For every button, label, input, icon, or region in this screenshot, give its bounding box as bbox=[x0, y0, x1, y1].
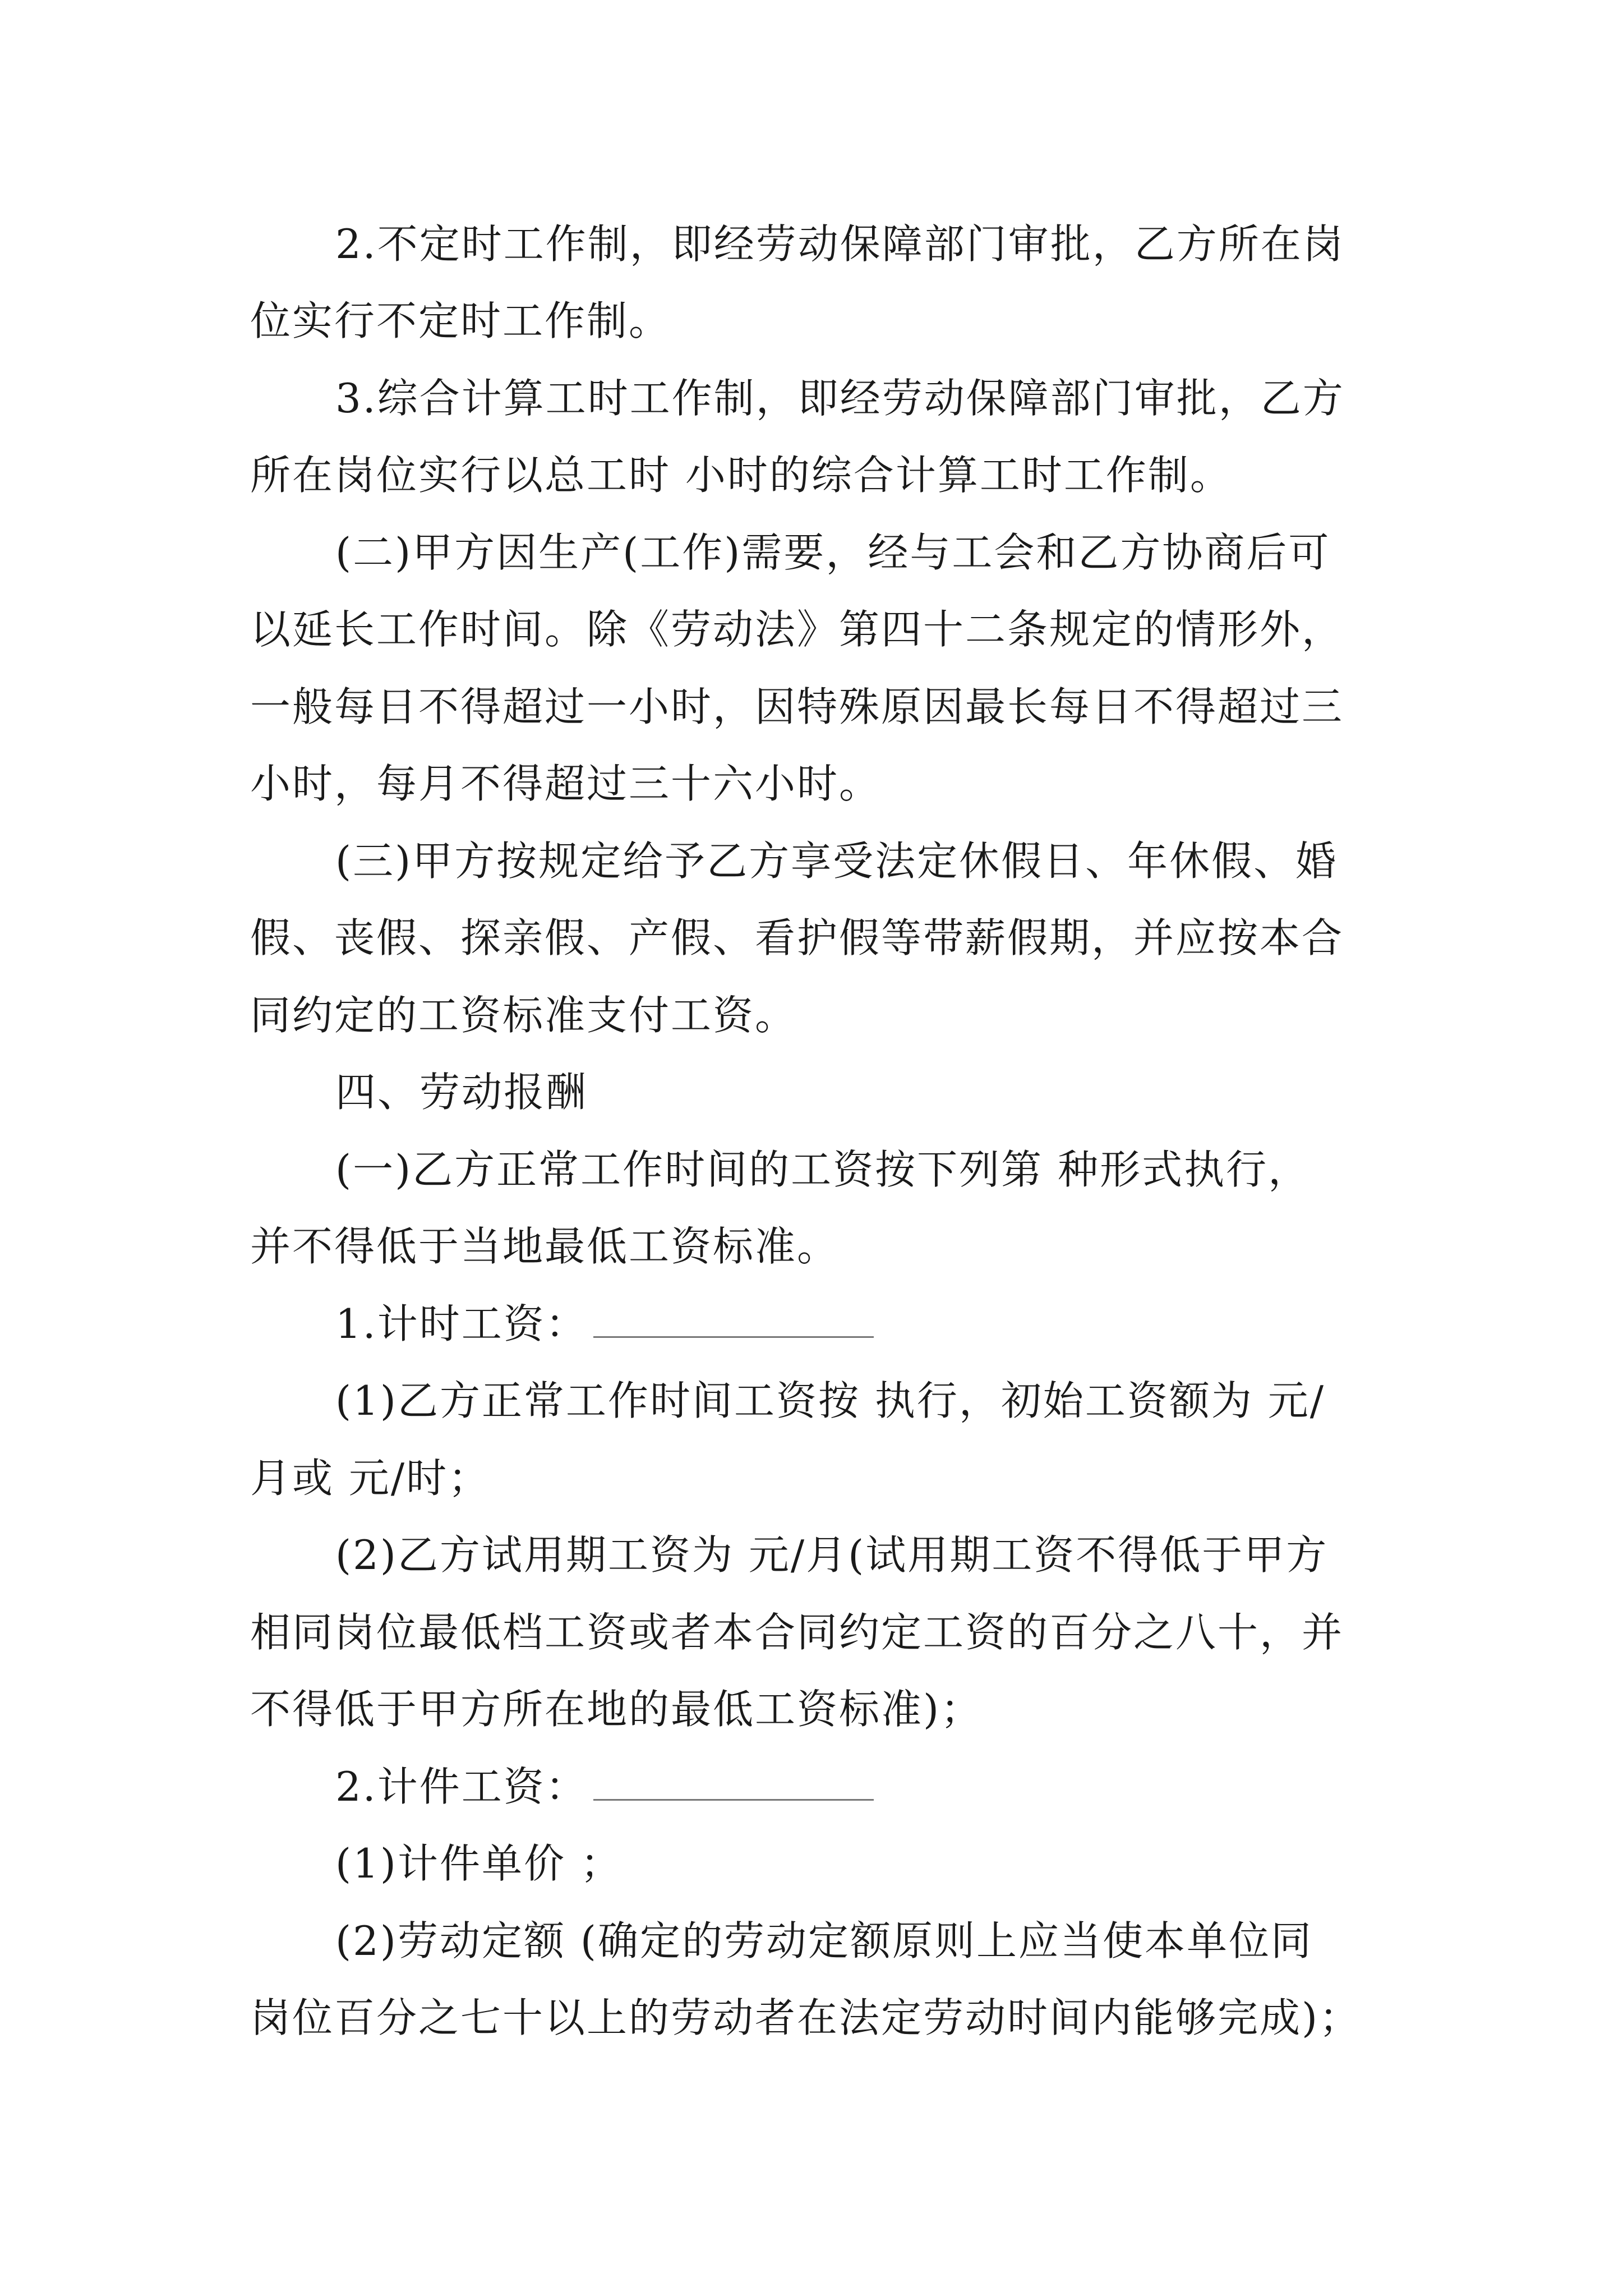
paragraph-line: (1)乙方正常工作时间工资按 执行，初始工资额为 元/ bbox=[335, 1377, 1326, 1424]
paragraph-line: 岗位百分之七十以上的劳动者在法定劳动时间内能够完成)； bbox=[250, 1994, 1362, 2041]
paragraph-line: 位实行不定时工作制。 bbox=[250, 297, 671, 344]
paragraph-line: 3.综合计算工时工作制，即经劳动保障部门审批，乙方 bbox=[335, 375, 1345, 422]
paragraph-line bbox=[335, 1759, 874, 1815]
paragraph-line: 2.不定时工作制，即经劳动保障部门审批，乙方所在岗 bbox=[335, 220, 1345, 268]
paragraph-line: 一般每日不得超过一小时，因特殊原因最长每日不得超过三 bbox=[250, 683, 1344, 730]
paragraph-line: 相同岗位最低档工资或者本合同约定工资的百分之八十，并 bbox=[250, 1609, 1344, 1656]
paragraph-line: 以延长工作时间。除《劳动法》第四十二条规定的情形外， bbox=[250, 606, 1344, 653]
paragraph-line: (二)甲方因生产(工作)需要，经与工会和乙方协商后可 bbox=[335, 529, 1331, 576]
paragraph-line: (三)甲方按规定给予乙方享受法定休假日、年休假、婚 bbox=[335, 838, 1338, 885]
section-heading: 四、劳动报酬 bbox=[335, 1069, 588, 1116]
blank-fill-line bbox=[593, 1763, 874, 1801]
paragraph-line: (一)乙方正常工作时间的工资按下列第 种形式执行， bbox=[335, 1146, 1311, 1193]
item-label: 2.计件工资： bbox=[335, 1763, 588, 1810]
item-label: 1.计时工资： bbox=[335, 1300, 588, 1347]
paragraph-line: (2)劳动定额 (确定的劳动定额原则上应当使本单位同 bbox=[335, 1917, 1313, 1964]
paragraph-line: 小时，每月不得超过三十六小时。 bbox=[250, 760, 882, 807]
paragraph-line: 月或 元/时； bbox=[250, 1455, 491, 1502]
paragraph-line: 所在岗位实行以总工时 小时的综合计算工时工作制。 bbox=[250, 452, 1232, 499]
paragraph-line bbox=[335, 1296, 874, 1352]
blank-fill-line bbox=[593, 1300, 874, 1338]
paragraph-line: 同约定的工资标准支付工资。 bbox=[250, 992, 797, 1039]
paragraph-line: (1)计件单价 ； bbox=[335, 1840, 623, 1887]
paragraph-line: 并不得低于当地最低工资标准。 bbox=[250, 1223, 840, 1270]
paragraph-line: 不得低于甲方所在地的最低工资标准)； bbox=[250, 1686, 983, 1733]
paragraph-line: 假、丧假、探亲假、产假、看护假等带薪假期，并应按本合 bbox=[250, 914, 1344, 961]
paragraph-line: (2)乙方试用期工资为 元/月(试用期工资不得低于甲方 bbox=[335, 1531, 1329, 1579]
